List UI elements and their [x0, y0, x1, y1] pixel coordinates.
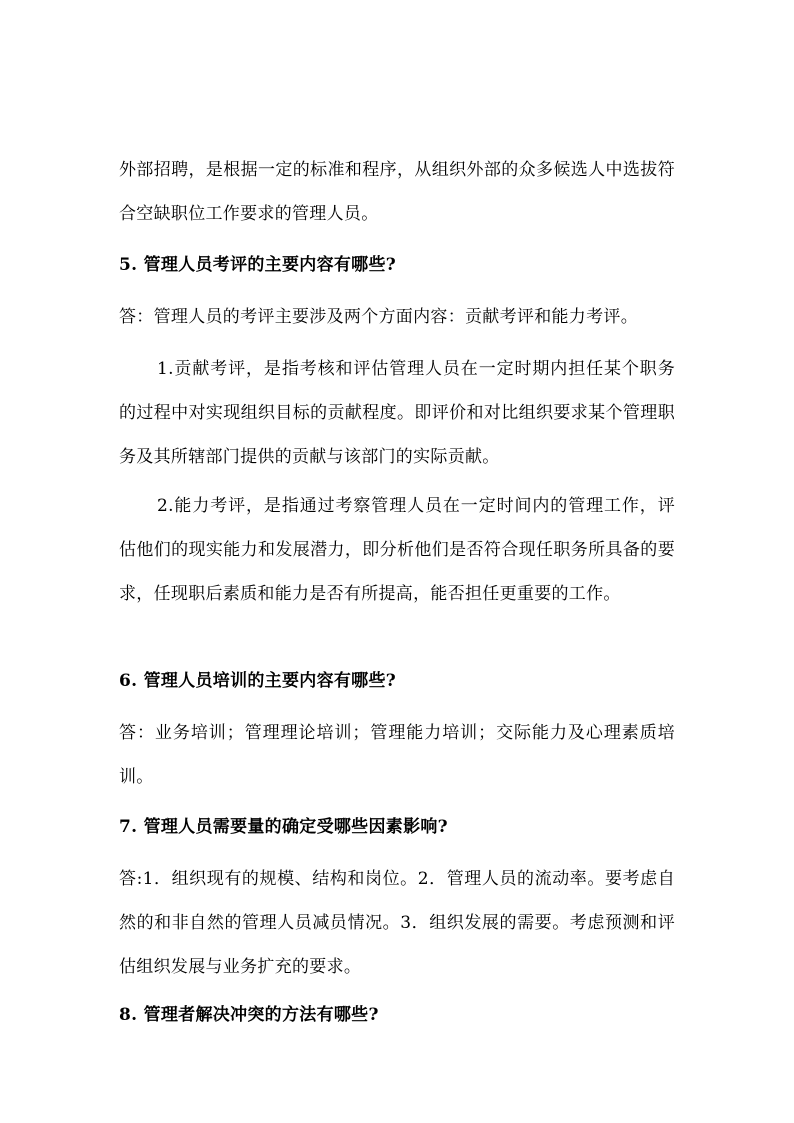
answer-5-point-2: 2.能力考评，是指通过考察管理人员在一定时间内的管理工作，评估他们的现实能力和发展潜力，即分析他们是否符合现任职务所具备的要求，任现职后素质和能力是否有所提高，能否担任更重要的工作。 — [119, 496, 675, 604]
answer-5-intro: 答：管理人员的考评主要涉及两个方面内容：贡献考评和能力考评。 — [119, 307, 638, 327]
answer-5-point-1: 1.贡献考评，是指考核和评估管理人员在一定时期内担任某个职务的过程中对实现组织目标的贡献程度。即评价和对比组织要求某个管理职务及其所辖部门提供的贡献与该部门的实际贡献。 — [119, 359, 675, 467]
paragraph-external-recruitment: 外部招聘，是根据一定的标准和程序，从组织外部的众多候选人中选拔符合空缺职位工作要求的管理人员。 — [119, 160, 675, 224]
question-8-heading: 8. 管理者解决冲突的方法有哪些? — [119, 1005, 379, 1025]
question-7-heading: 7. 管理人员需要量的确定受哪些因素影响? — [119, 817, 448, 837]
question-5-heading: 5. 管理人员考评的主要内容有哪些? — [119, 255, 397, 275]
answer-7: 答:1．组织现有的规模、结构和岗位。2．管理人员的流动率。要考虑自然的和非自然的管理人员减员情况。3．组织发展的需要。考虑预测和评估组织发展与业务扩充的要求。 — [119, 869, 675, 977]
answer-6: 答：业务培训；管理理论培训；管理能力培训；交际能力及心理素质培训。 — [119, 723, 675, 787]
question-6-heading: 6. 管理人员培训的主要内容有哪些? — [119, 671, 397, 691]
